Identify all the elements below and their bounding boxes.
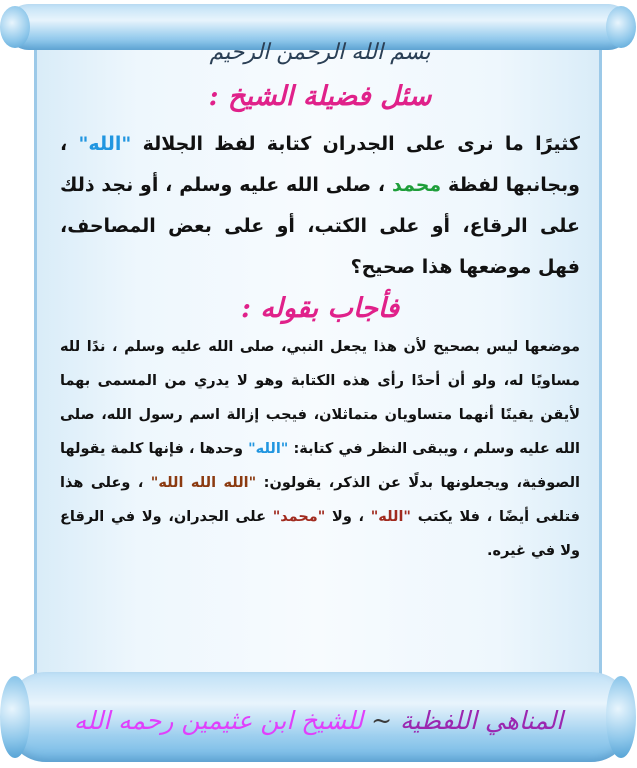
scroll-roll-end	[606, 6, 636, 48]
answer-part: ، ولا	[325, 509, 371, 525]
fatwa-content	[50, 30, 590, 568]
answer-heading: فأجاب بقوله :	[240, 293, 400, 324]
question-heading: سئل فضيلة الشيخ :	[208, 81, 432, 112]
basmala-calligraphy: بسم الله الرحمن الرحيم	[209, 40, 431, 65]
answer-part: ، وعلى هذا فتلغى أيضًا ، فلا يكتب	[60, 475, 580, 525]
footer-title: المناهي اللفظية	[400, 706, 564, 735]
question-part: ، صلى الله عليه وسلم ، أو نجد ذلك على الرقاع، أو على الكتب، أو على بعض المصاحف، فهل موضعها هذا صحيح؟	[60, 174, 580, 278]
muhammad-highlight: محمد	[391, 174, 442, 196]
answer-part: على الجدران، ولا في الرقاع ولا في غيره.	[60, 509, 580, 559]
answer-part: موضعها ليس بصحيح لأن هذا يجعل النبي، صلى الله عليه وسلم ، ندًا لله مساويًا له، ولو أن أحدًا رأى هذه الكتابة وهو لا يدري من المسمى بهما لأيقن يقينًا أنهما متساويان متماثلان، فيجب إزالة اسم رسول الله، صلى الله عليه وسلم ، ويبقى النظر في كتابة:	[60, 339, 580, 457]
footer-author: للشيخ ابن عثيمين رحمه الله	[73, 706, 364, 735]
question-part: كثيرًا ما نرى على الجدران كتابة لفظ الجلالة	[131, 133, 580, 155]
allah-highlight: "الله"	[248, 441, 289, 457]
question-part: ، وبجانبها لفظة	[60, 133, 580, 196]
footer-separator: ~	[363, 706, 400, 735]
allah-highlight: "الله"	[78, 133, 132, 155]
answer-part: وحدها ، فإنها كلمة يقولها الصوفية، ويجعلونها بدلًا عن الذكر، يقولون:	[60, 441, 580, 491]
muhammad-highlight: "محمد"	[272, 509, 326, 525]
allah-highlight: "الله"	[370, 509, 411, 525]
answer-text	[50, 330, 590, 568]
footer-caption	[20, 696, 617, 746]
question-text	[50, 124, 590, 288]
allah-triple-highlight: "الله الله الله"	[150, 475, 257, 491]
scroll-roll-end	[0, 6, 30, 48]
